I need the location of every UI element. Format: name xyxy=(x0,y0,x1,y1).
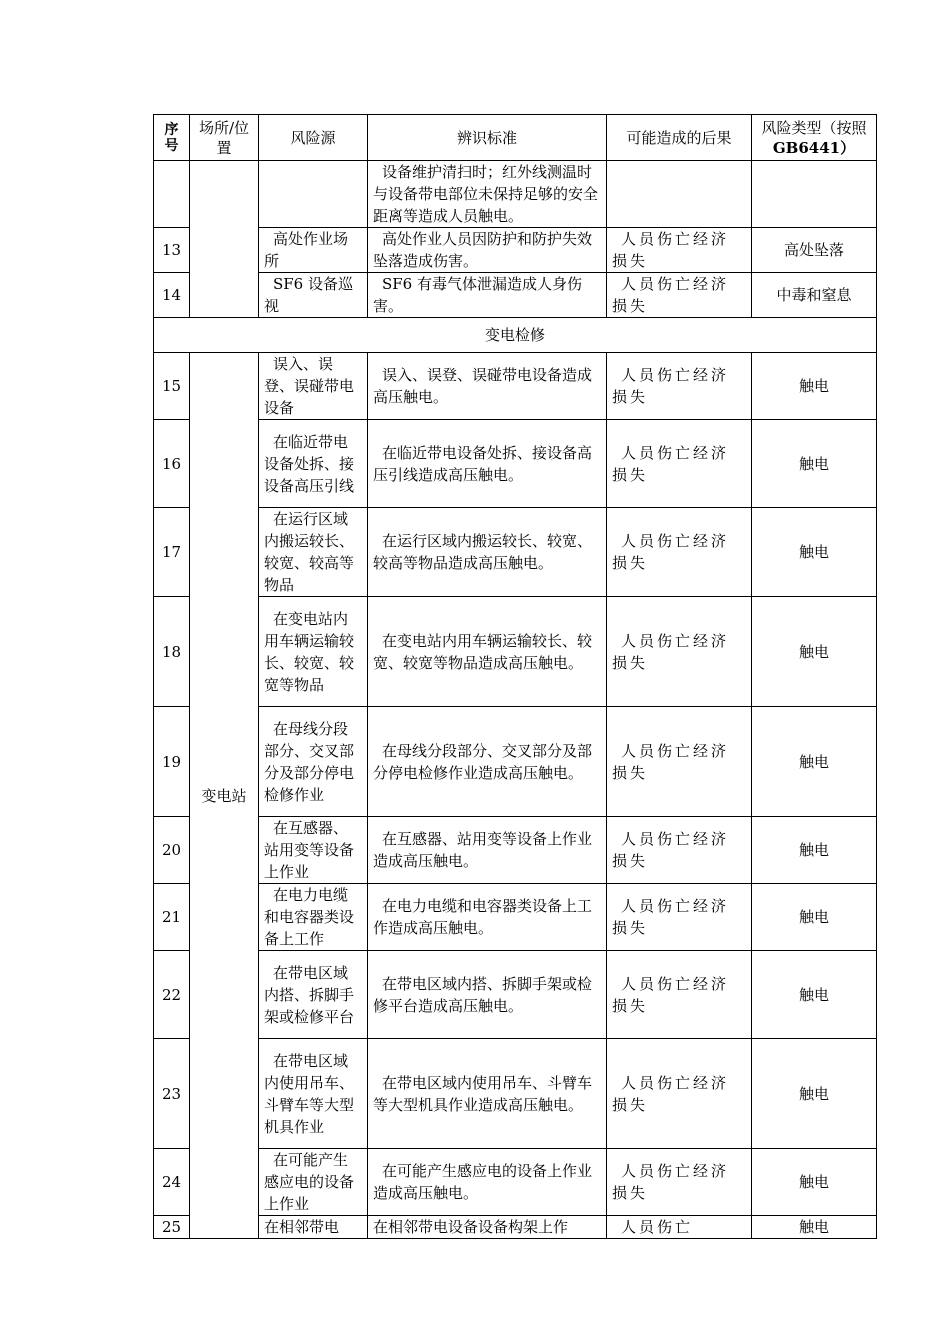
row-consequence: 人员伤亡经济损失 xyxy=(607,597,752,707)
row-seq: 22 xyxy=(154,951,190,1039)
row-type: 触电 xyxy=(752,817,877,884)
section-title: 变电检修 xyxy=(154,318,877,353)
table-row xyxy=(154,228,877,273)
row-consequence: 人员伤亡 xyxy=(607,1216,752,1239)
row-seq: 24 xyxy=(154,1149,190,1216)
table-row xyxy=(154,420,877,508)
row-source: SF6 设备巡视 xyxy=(259,273,368,318)
row-consequence: 人员伤亡经济损失 xyxy=(607,707,752,817)
row-seq: 18 xyxy=(154,597,190,707)
table-header-row xyxy=(154,115,877,161)
row-type: 触电 xyxy=(752,353,877,420)
row-seq: 19 xyxy=(154,707,190,817)
header-consequence: 可能造成的后果 xyxy=(607,115,752,161)
row-seq: 23 xyxy=(154,1039,190,1149)
row-consequence: 人员伤亡经济损失 xyxy=(607,951,752,1039)
row-consequence: 人员伤亡经济损失 xyxy=(607,1149,752,1216)
row-type: 触电 xyxy=(752,597,877,707)
table-row xyxy=(154,951,877,1039)
table-row xyxy=(154,273,877,318)
table-row xyxy=(154,508,877,597)
row-location xyxy=(190,161,259,318)
risk-table xyxy=(153,114,877,1239)
row-criteria: 在相邻带电设备设备构架上作 xyxy=(368,1216,607,1239)
row-seq: 16 xyxy=(154,420,190,508)
row-criteria: 在临近带电设备处拆、接设备高压引线造成高压触电。 xyxy=(368,420,607,508)
row-source: 在互感器、站用变等设备上作业 xyxy=(259,817,368,884)
table-row xyxy=(154,1149,877,1216)
row-seq xyxy=(154,161,190,228)
header-risk-type xyxy=(752,115,877,161)
row-source xyxy=(259,161,368,228)
row-criteria: 高处作业人员因防护和防护失效坠落造成伤害。 xyxy=(368,228,607,273)
row-consequence: 人员伤亡经济损失 xyxy=(607,1039,752,1149)
table-row xyxy=(154,884,877,951)
row-seq: 13 xyxy=(154,228,190,273)
row-type: 触电 xyxy=(752,884,877,951)
row-criteria: SF6 有毒气体泄漏造成人身伤害。 xyxy=(368,273,607,318)
row-criteria: 在电力电缆和电容器类设备上工作造成高压触电。 xyxy=(368,884,607,951)
table-row xyxy=(154,597,877,707)
row-type: 触电 xyxy=(752,1216,877,1239)
row-seq: 17 xyxy=(154,508,190,597)
row-criteria: 在母线分段部分、交叉部分及部分停电检修作业造成高压触电。 xyxy=(368,707,607,817)
row-criteria: 设备维护清扫时；红外线测温时与设备带电部位未保持足够的安全距离等造成人员触电。 xyxy=(368,161,607,228)
row-type: 触电 xyxy=(752,1039,877,1149)
row-criteria: 误入、误登、误碰带电设备造成高压触电。 xyxy=(368,353,607,420)
table-row xyxy=(154,353,877,420)
row-seq: 15 xyxy=(154,353,190,420)
row-consequence: 人员伤亡经济损失 xyxy=(607,817,752,884)
row-consequence: 人员伤亡经济损失 xyxy=(607,273,752,318)
row-consequence: 人员伤亡经济损失 xyxy=(607,508,752,597)
row-consequence: 人员伤亡经济损失 xyxy=(607,353,752,420)
header-type-suffix: ） xyxy=(840,138,856,157)
row-seq: 14 xyxy=(154,273,190,318)
row-criteria: 在带电区域内搭、拆脚手架或检修平台造成高压触电。 xyxy=(368,951,607,1039)
row-type: 触电 xyxy=(752,420,877,508)
row-seq: 20 xyxy=(154,817,190,884)
row-criteria: 在带电区域内使用吊车、斗臂车等大型机具作业造成高压触电。 xyxy=(368,1039,607,1149)
row-source: 在运行区域内搬运较长、较宽、较高等物品 xyxy=(259,508,368,597)
row-source: 误入、误登、误碰带电设备 xyxy=(259,353,368,420)
section-location: 变电站 xyxy=(190,353,259,1239)
table-row xyxy=(154,161,877,228)
header-type-standard: GB6441 xyxy=(772,138,841,157)
row-criteria: 在变电站内用车辆运输较长、较宽、较宽等物品造成高压触电。 xyxy=(368,597,607,707)
header-criteria: 辨识标准 xyxy=(368,115,607,161)
row-consequence: 人员伤亡经济损失 xyxy=(607,884,752,951)
row-source: 在临近带电设备处拆、接设备高压引线 xyxy=(259,420,368,508)
table-row xyxy=(154,1039,877,1149)
row-type: 触电 xyxy=(752,707,877,817)
row-source: 在变电站内用车辆运输较长、较宽、较宽等物品 xyxy=(259,597,368,707)
row-type: 触电 xyxy=(752,951,877,1039)
row-source: 在可能产生感应电的设备上作业 xyxy=(259,1149,368,1216)
header-source: 风险源 xyxy=(259,115,368,161)
row-type: 中毒和窒息 xyxy=(752,273,877,318)
table-row xyxy=(154,817,877,884)
row-consequence: 人员伤亡经济损失 xyxy=(607,420,752,508)
row-source: 在电力电缆和电容器类设备上工作 xyxy=(259,884,368,951)
row-source: 在母线分段部分、交叉部分及部分停电检修作业 xyxy=(259,707,368,817)
row-type: 高处坠落 xyxy=(752,228,877,273)
row-criteria: 在互感器、站用变等设备上作业造成高压触电。 xyxy=(368,817,607,884)
row-criteria: 在运行区域内搬运较长、较宽、较高等物品造成高压触电。 xyxy=(368,508,607,597)
row-seq: 25 xyxy=(154,1216,190,1239)
row-type: 触电 xyxy=(752,1149,877,1216)
table-row xyxy=(154,707,877,817)
row-type: 触电 xyxy=(752,508,877,597)
row-source: 高处作业场所 xyxy=(259,228,368,273)
row-source: 在带电区域内搭、拆脚手架或检修平台 xyxy=(259,951,368,1039)
row-source: 在相邻带电 xyxy=(259,1216,368,1239)
section-row xyxy=(154,318,877,353)
header-location: 场所/位置 xyxy=(190,115,259,161)
table-row xyxy=(154,1216,877,1239)
header-type-prefix: 风险类型（按照 xyxy=(761,118,867,137)
row-consequence: 人员伤亡经济损失 xyxy=(607,228,752,273)
header-seq: 序号 xyxy=(154,115,190,161)
row-criteria: 在可能产生感应电的设备上作业造成高压触电。 xyxy=(368,1149,607,1216)
row-consequence xyxy=(607,161,752,228)
row-type xyxy=(752,161,877,228)
row-seq: 21 xyxy=(154,884,190,951)
row-source: 在带电区域内使用吊车、斗臂车等大型机具作业 xyxy=(259,1039,368,1149)
